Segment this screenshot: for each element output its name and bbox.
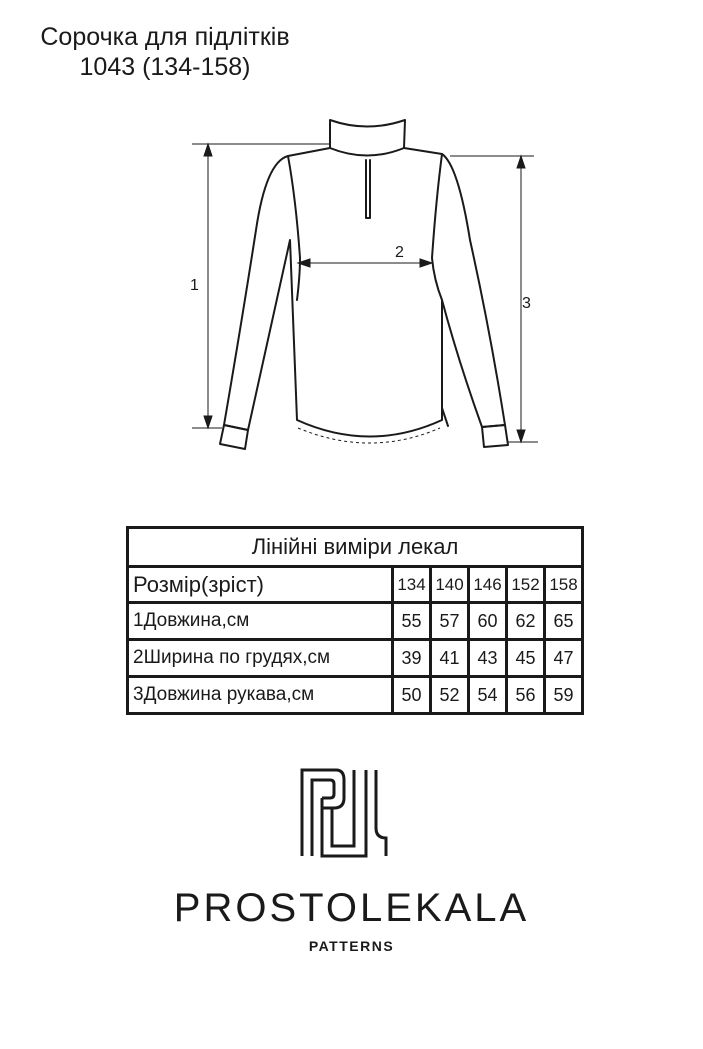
right-cuff <box>482 425 508 447</box>
brand-name: PROSTOLEKALA <box>173 886 530 930</box>
table-caption: Лінійні виміри лекал <box>128 528 583 567</box>
table-cell: 41 <box>431 640 469 677</box>
left-cuff <box>220 425 248 449</box>
row-label-sleeve: 3Довжина рукава,см <box>128 677 393 714</box>
table-cell: 43 <box>469 640 507 677</box>
table-cell: 55 <box>393 603 431 640</box>
size-140: 140 <box>431 567 469 603</box>
shirt-body-outline <box>224 148 505 437</box>
table-cell: 47 <box>545 640 583 677</box>
table-cell: 57 <box>431 603 469 640</box>
table-cell: 65 <box>545 603 583 640</box>
table-header-row <box>128 567 583 603</box>
dimension-line-length <box>192 144 330 428</box>
pattern-code: 1043 (134-158) <box>79 53 251 81</box>
size-134: 134 <box>393 567 431 603</box>
garment-title: Сорочка для підлітків <box>40 23 290 51</box>
table-cell: 39 <box>393 640 431 677</box>
left-armhole-seam <box>288 156 300 300</box>
measurements-table <box>126 526 584 715</box>
shirt-placket <box>366 160 370 218</box>
row-label-chest: 2Ширина по грудях,см <box>128 640 393 677</box>
row-label-length: 1Довжина,см <box>128 603 393 640</box>
brand-logo-icon <box>300 768 390 860</box>
size-146: 146 <box>469 567 507 603</box>
dimension-line-chest <box>298 259 432 267</box>
table-cell: 45 <box>507 640 545 677</box>
table-cell: 62 <box>507 603 545 640</box>
table-cell: 50 <box>393 677 431 714</box>
shirt-technical-drawing <box>0 0 703 520</box>
dimension-label-length: 1 <box>190 277 199 294</box>
right-armhole-seam <box>432 154 442 300</box>
size-header-label: Розмір(зріст) <box>128 567 393 603</box>
size-158: 158 <box>545 567 583 603</box>
table-cell: 60 <box>469 603 507 640</box>
table-cell: 59 <box>545 677 583 714</box>
dimension-label-sleeve: 3 <box>522 295 531 312</box>
shirt-collar <box>330 120 405 156</box>
table-caption-row <box>128 528 583 567</box>
table-row <box>128 603 583 640</box>
table-cell: 54 <box>469 677 507 714</box>
table-cell: 56 <box>507 677 545 714</box>
table-row <box>128 677 583 714</box>
brand-subtitle: PATTERNS <box>308 938 395 954</box>
size-152: 152 <box>507 567 545 603</box>
table-row <box>128 640 583 677</box>
dimension-label-chest: 2 <box>395 244 404 261</box>
table-cell: 52 <box>431 677 469 714</box>
